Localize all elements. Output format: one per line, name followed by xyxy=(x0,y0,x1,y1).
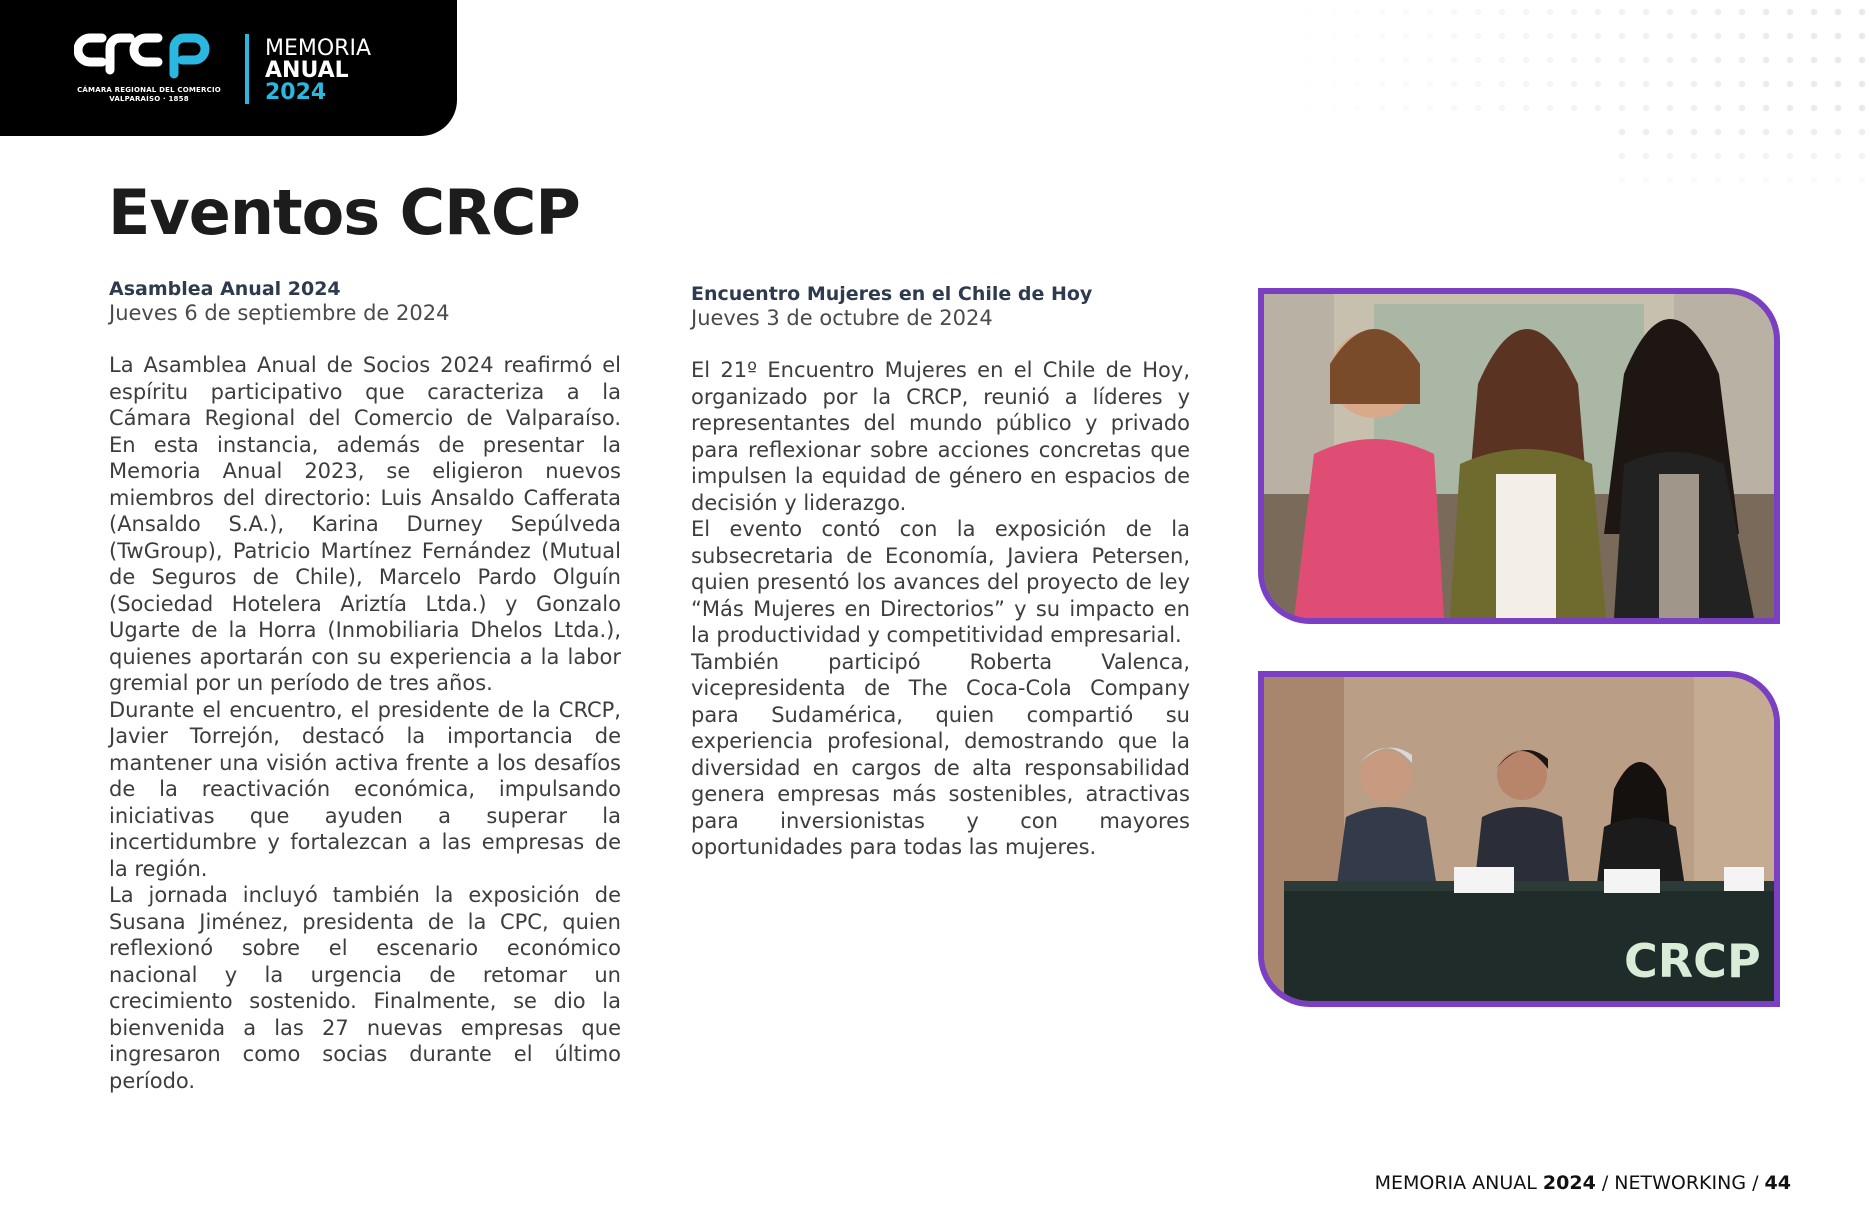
logo-caption-line1: CÁMARA REGIONAL DEL COMERCIO xyxy=(77,86,221,94)
logo-letter-r xyxy=(110,38,130,70)
logo-letter-c1 xyxy=(78,38,102,62)
dot-pattern-decoration xyxy=(1250,0,1870,120)
event-paragraph: El evento contó con la exposición de la subsecretaria de Economía, Javiera Petersen, quien presentó los avances del proyecto de ley “Más Mujeres en Directorios” y su impacto en la productividad y competitividad empresarial. xyxy=(691,517,1190,647)
event-paragraph: La jornada incluyó también la exposición de Susana Jiménez, presidenta de la CPC, quien reflexionó sobre el escenario económico nacional y la urgencia de retomar un crecimiento sostenido. Finalmente, se dio la bienvenida a las 27 nuevas empresas que ingresaron como socias durante el último período. xyxy=(109,883,621,1093)
photo-three-women xyxy=(1258,288,1780,624)
event-paragraph: El 21º Encuentro Mujeres en el Chile de Hoy, organizado por la CRCP, reunió a líderes y representantes del mundo público y privado para reflexionar sobre acciones concretas que impulsen la equidad de género en espacios de decisión y liderazgo. xyxy=(691,358,1190,515)
page-title: Eventos CRCP xyxy=(108,176,580,249)
photo-panel-discussion xyxy=(1258,671,1780,1007)
memoria-anual-label xyxy=(265,38,371,104)
year-label: 2024 xyxy=(265,80,327,105)
page-footer xyxy=(1375,1172,1791,1194)
event-paragraph: La Asamblea Anual de Socios 2024 reafirmó el espíritu participativo que caracteriza a la Cámara Regional del Comercio de Valparaíso. En esta instancia, además de presentar la Memoria Anual 2023, se eligieron nuevos miembros del directorio: Luis Ansaldo Cafferata (Ansaldo S.A.), Karina Durney Sepúlveda (TwGroup), Patricio Martínez Fernández (Mutual de Seguros de Chile), Marcelo Pardo Olguín (Sociedad Hotelera Ariztía Ltda.) y Gonzalo Ugarte de la Horra (Inmobiliaria Dhelos Ltda.), quienes aportarán con su experiencia a la labor gremial por un período de tres años. xyxy=(109,353,621,695)
footer-page-number: 44 xyxy=(1764,1172,1791,1194)
photo-table-logo: CRCP xyxy=(1624,934,1761,988)
anual-label: ANUAL xyxy=(265,58,349,83)
event-title: Asamblea Anual 2024 xyxy=(109,278,341,300)
spacer xyxy=(109,326,621,352)
event-paragraph: También participó Roberta Valenca, vicepresidenta de The Coca-Cola Company para Sudamérica, quien compartió su experiencia profesional, demostrando que la diversidad en cargos de alta responsabilidad genera empresas más sostenibles, atractivas para inversionistas y con mayores oportunidades para todas las mujeres. xyxy=(691,649,1190,859)
crcp-logo xyxy=(74,30,220,80)
footer-year: 2024 xyxy=(1542,1172,1596,1194)
event-title: Encuentro Mujeres en el Chile de Hoy xyxy=(691,283,1093,305)
logo-letter-p xyxy=(174,38,205,74)
header-divider xyxy=(245,34,249,104)
event-date: Jueves 3 de octubre de 2024 xyxy=(691,306,993,330)
dot-pattern-decoration-lower xyxy=(1610,120,1870,200)
logo-caption xyxy=(70,86,228,104)
footer-separator: / xyxy=(1746,1172,1765,1194)
footer-section: NETWORKING xyxy=(1614,1172,1747,1194)
photo-panel-image xyxy=(1264,677,1774,1001)
event-mujeres-column xyxy=(691,283,1190,861)
footer-prefix: MEMORIA ANUAL xyxy=(1374,1172,1543,1194)
logo-letter-c2 xyxy=(134,38,158,62)
event-date: Jueves 6 de septiembre de 2024 xyxy=(109,301,450,325)
event-paragraph: Durante el encuentro, el presidente de la CRCP, Javier Torrejón, destacó la importancia de mantener una visión activa frente a los desafíos de la reactivación económica, impulsando iniciativas que ayuden a superar la incertidumbre y fortalezcan a las empresas de la región. xyxy=(109,697,621,881)
photo-three-women-image xyxy=(1264,294,1774,618)
memoria-label: MEMORIA xyxy=(265,36,372,61)
header-badge xyxy=(0,0,457,136)
event-asamblea-column xyxy=(109,278,621,1094)
footer-separator: / xyxy=(1595,1172,1615,1194)
spacer xyxy=(691,331,1190,357)
logo-caption-line2: VALPARAÍSO · 1858 xyxy=(109,95,189,103)
